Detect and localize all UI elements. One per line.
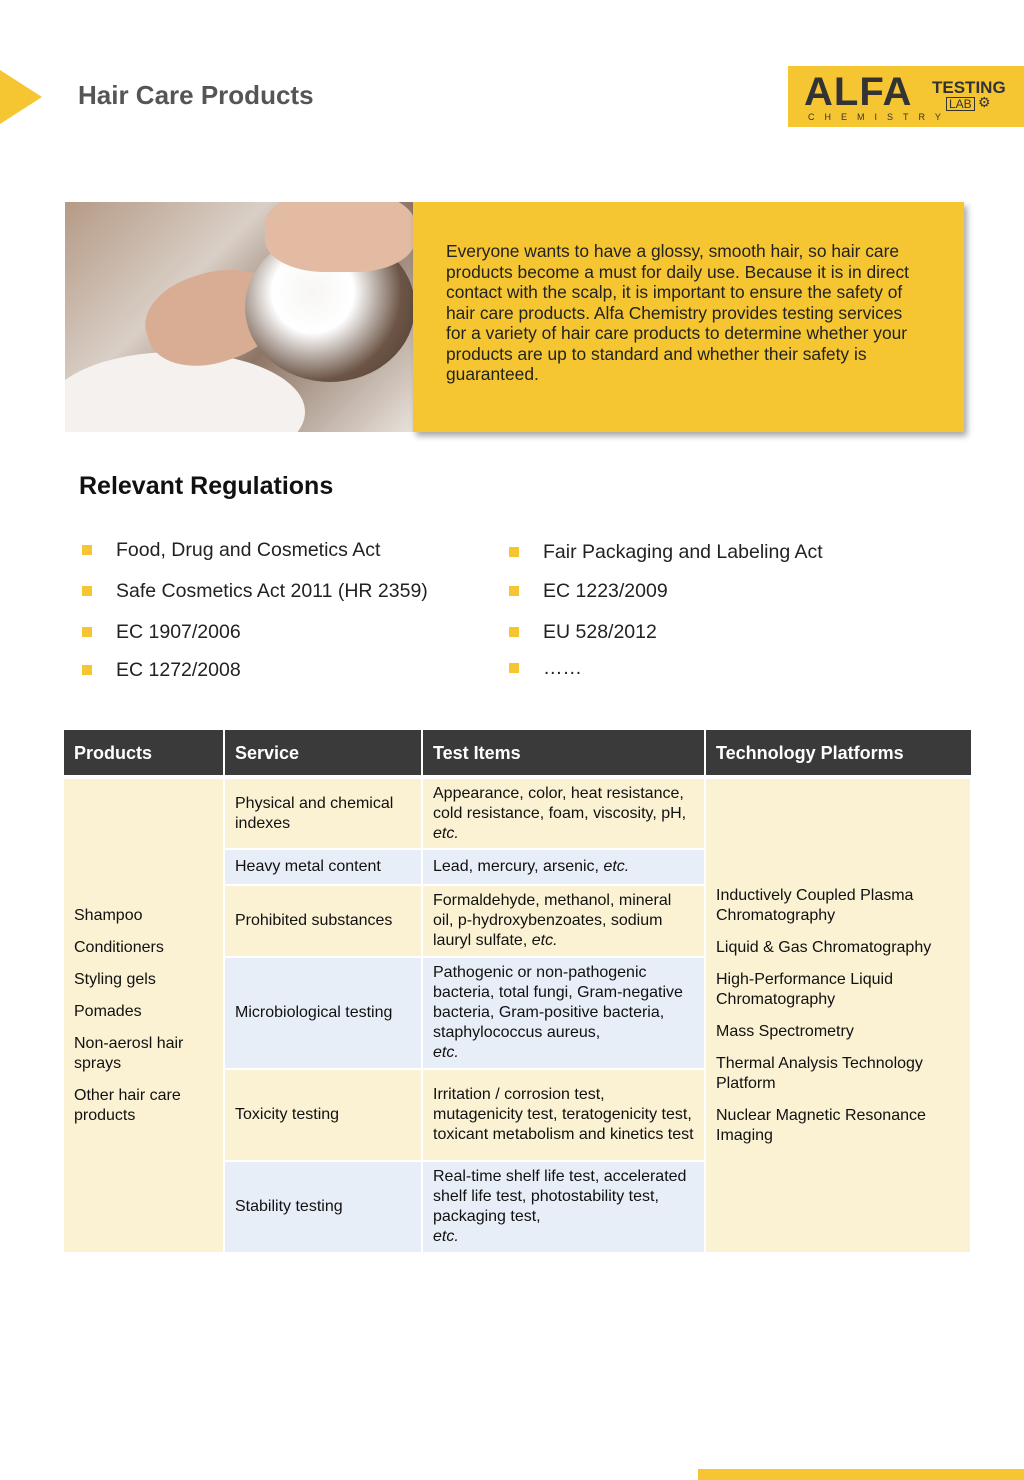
- header-service: Service: [224, 730, 422, 777]
- service-cell: Physical and chemical indexes: [224, 777, 422, 849]
- logo-brand: ALFA: [804, 70, 913, 114]
- service-cell: Prohibited substances: [224, 885, 422, 957]
- logo-lab: LAB: [946, 97, 975, 111]
- table-header-row: [64, 730, 971, 777]
- square-bullet-icon: [509, 547, 519, 557]
- square-bullet-icon: [509, 663, 519, 673]
- square-bullet-icon: [509, 586, 519, 596]
- header-test-items: Test Items: [422, 730, 705, 777]
- table-row: [64, 777, 971, 849]
- test-items-cell: Real-time shelf life test, accelerated shelf life test, photostability test, packaging test, etc.: [422, 1161, 705, 1253]
- test-items-cell: Irritation / corrosion test, mutagenicity test, teratogenicity test, toxicant metabolism and kinetics test: [422, 1069, 705, 1161]
- intro-text: Everyone wants to have a glossy, smooth hair, so hair care products become a must for daily use. Because it is in direct contact with the scalp, it is important to ensure the safety of hair care products. Alfa Chemistry provides testing services for a variety of hair care products to determine whether your products are up to standard and whether their safety is guaranteed.: [446, 241, 910, 384]
- square-bullet-icon: [509, 627, 519, 637]
- page-title: Hair Care Products: [78, 80, 314, 110]
- gear-icon: ⚙: [978, 94, 991, 110]
- square-bullet-icon: [82, 627, 92, 637]
- corner-accent-triangle: [0, 70, 42, 124]
- service-cell: Heavy metal content: [224, 849, 422, 885]
- service-cell: Toxicity testing: [224, 1069, 422, 1161]
- photo-hands: [265, 202, 413, 272]
- platforms-cell: Inductively Coupled Plasma Chromatography Liquid & Gas Chromatography High-Performance Liquid Chromatography Mass Spectrometry Thermal Analysis Technology Platform Nuclear Magnetic Resonance Imaging: [705, 777, 971, 1253]
- service-cell: Stability testing: [224, 1161, 422, 1253]
- square-bullet-icon: [82, 665, 92, 675]
- header-products: Products: [64, 730, 224, 777]
- logo-testing: TESTING: [932, 78, 1006, 97]
- square-bullet-icon: [82, 545, 92, 555]
- test-items-cell: Lead, mercury, arsenic, etc.: [422, 849, 705, 885]
- company-logo: [788, 66, 1024, 127]
- services-table: [64, 730, 972, 1254]
- test-items-cell: Pathogenic or non-pathogenic bacteria, total fungi, Gram-negative bacteria, Gram-positive bacteria, staphylococcus aureus, etc.: [422, 957, 705, 1069]
- footer-accent-bar: [698, 1469, 1024, 1480]
- hair-washing-photo: [65, 202, 413, 432]
- service-cell: Microbiological testing: [224, 957, 422, 1069]
- logo-subtitle: CHEMISTRY: [808, 112, 951, 122]
- products-cell: Shampoo Conditioners Styling gels Pomades Non-aerosl hair sprays Other hair care products: [64, 777, 224, 1253]
- header-technology-platforms: Technology Platforms: [705, 730, 971, 777]
- regulations-heading: Relevant Regulations: [79, 472, 334, 500]
- test-items-cell: Formaldehyde, methanol, mineral oil, p-hydroxybenzoates, sodium lauryl sulfate, etc.: [422, 885, 705, 957]
- square-bullet-icon: [82, 586, 92, 596]
- test-items-cell: Appearance, color, heat resistance, cold resistance, foam, viscosity, pH, etc.: [422, 777, 705, 849]
